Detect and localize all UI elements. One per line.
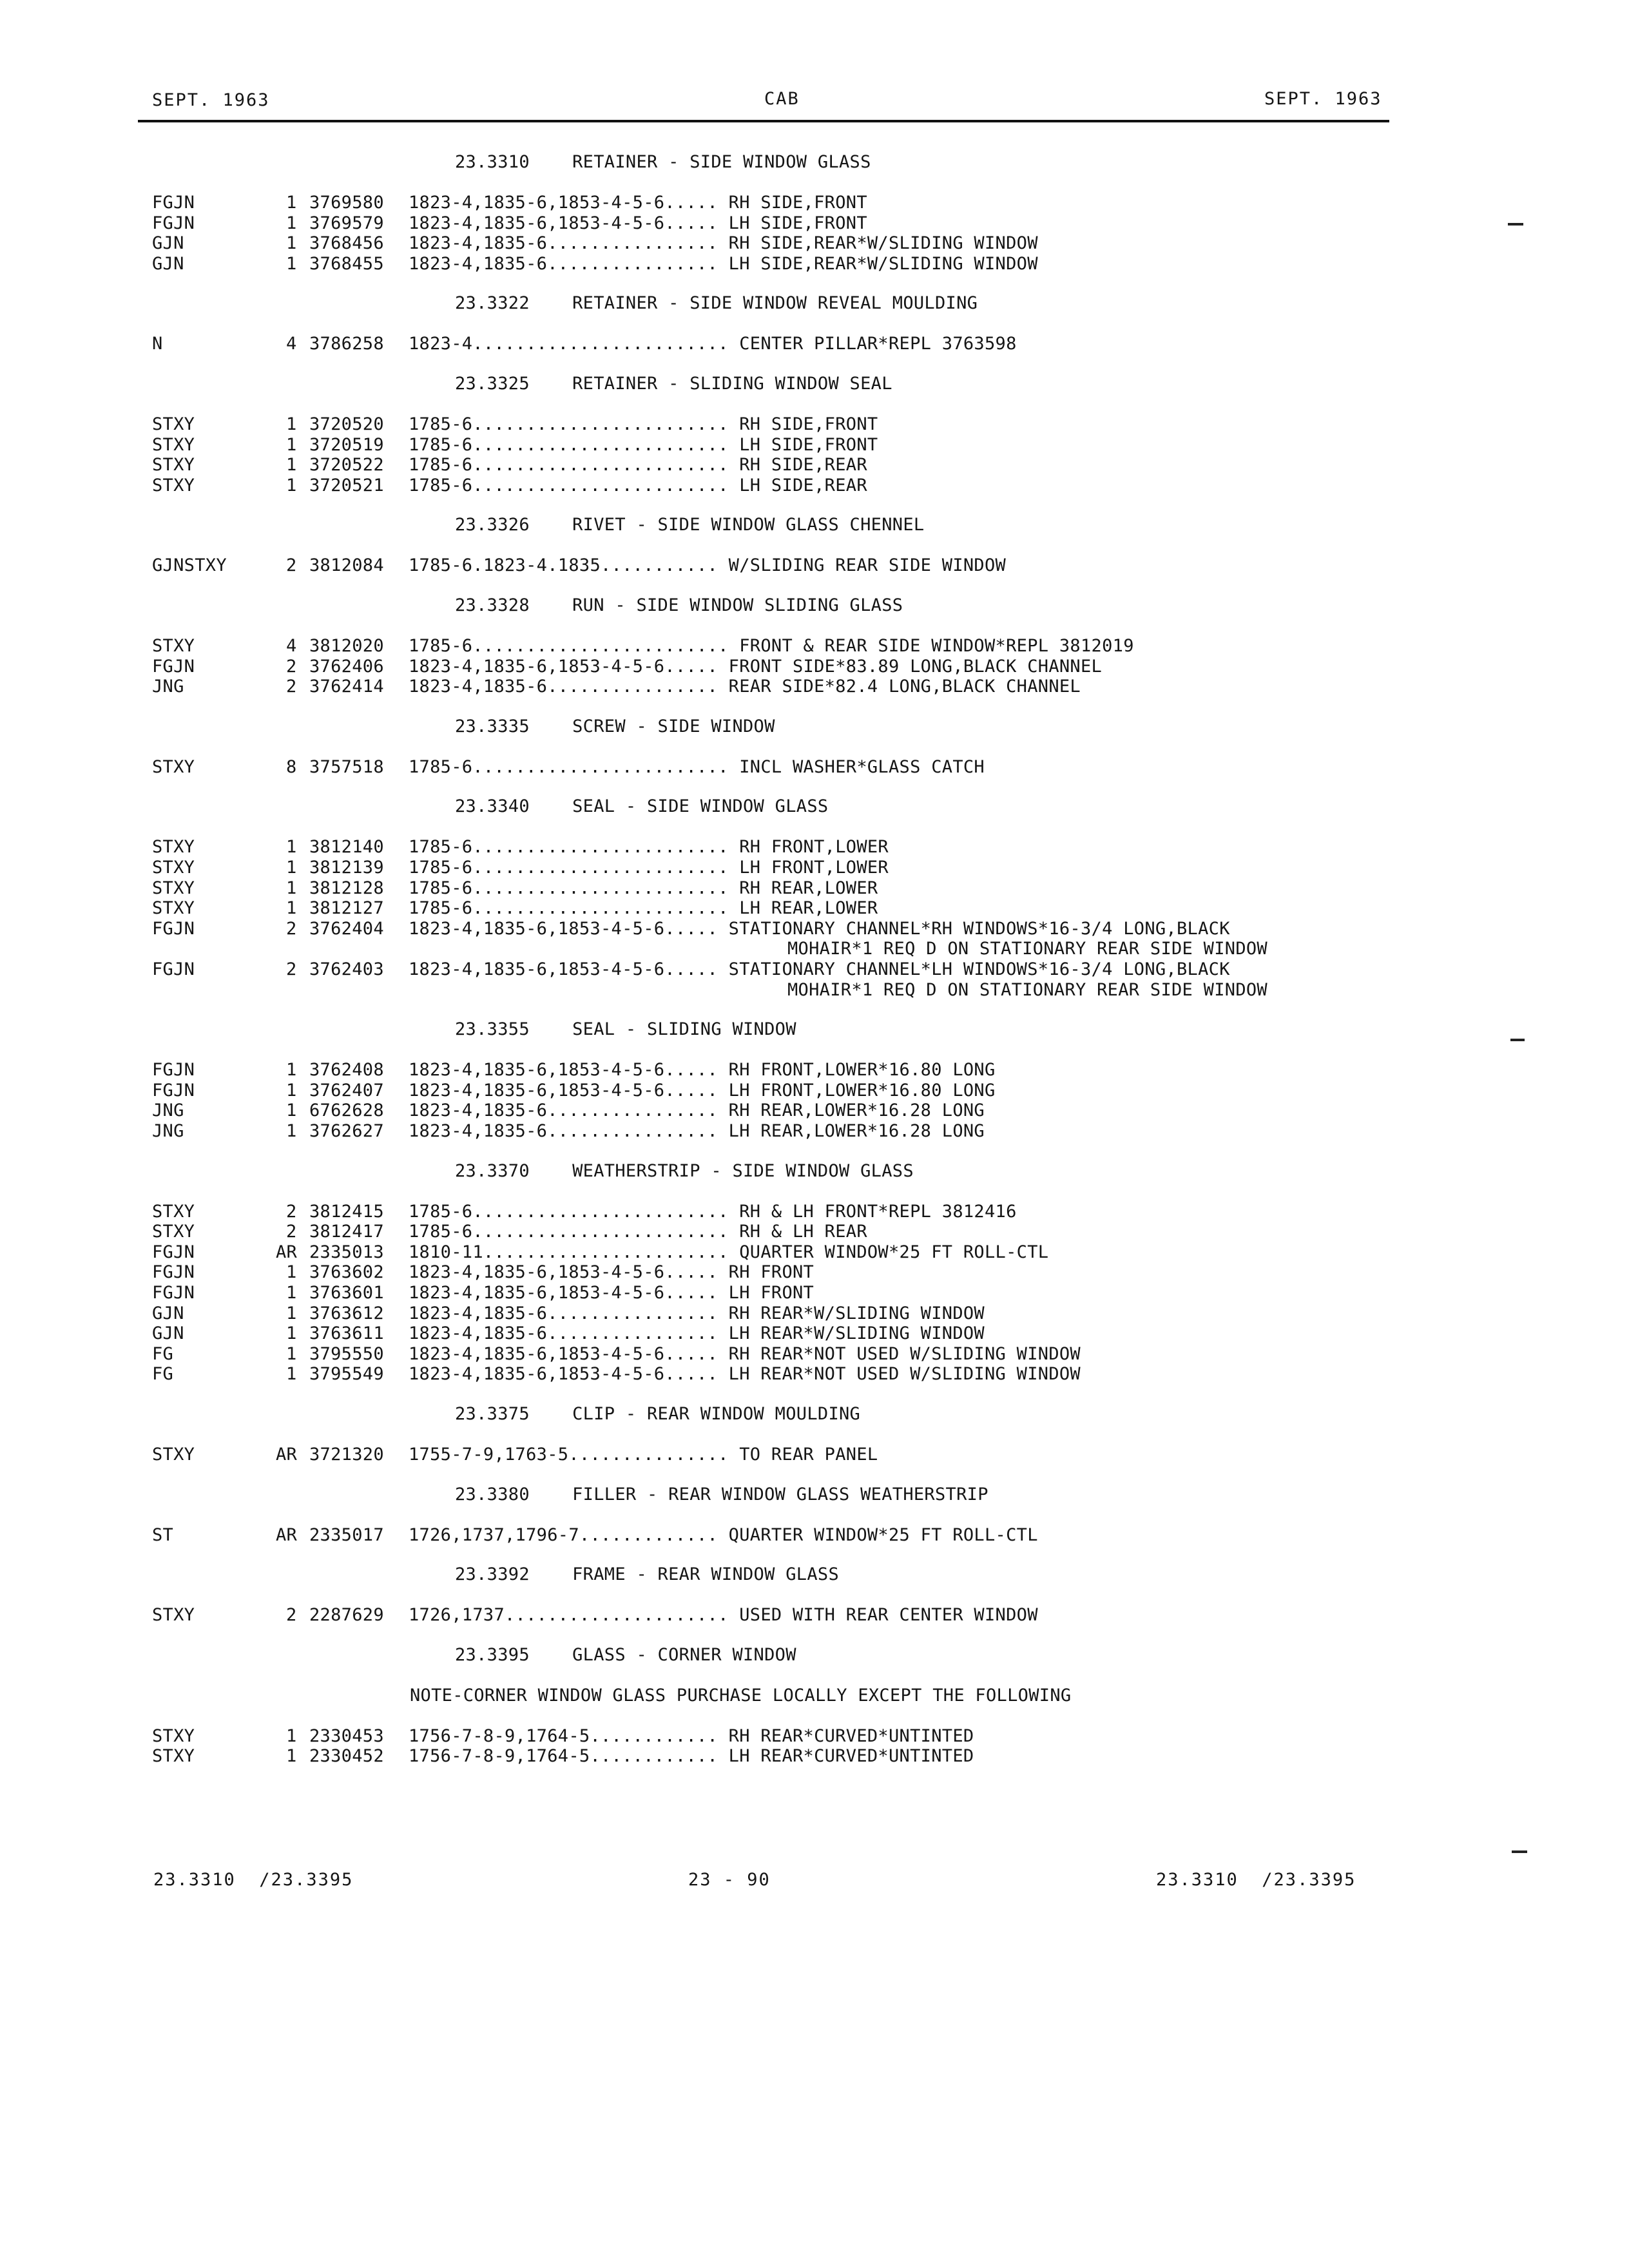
row-description-continued: MOHAIR*1 REQ D ON STATIONARY REAR SIDE WINDOW <box>787 980 1268 1000</box>
row-description: 1785-6........................ LH FRONT,LOWER <box>409 858 889 878</box>
row-model-code: FGJN <box>152 959 195 979</box>
row-model-code: STXY <box>152 898 195 918</box>
row-part-number: 3786258 <box>309 334 384 354</box>
row-description: 1810-11....................... QUARTER WINDOW*25 FT ROLL-CTL <box>409 1242 1049 1262</box>
section-heading: 23.3392 FRAME - REAR WINDOW GLASS <box>455 1564 839 1584</box>
row-part-number: 3795550 <box>309 1344 384 1364</box>
row-model-code: GJN <box>152 254 184 274</box>
row-part-number: 3762627 <box>309 1121 384 1141</box>
row-part-number: 3762404 <box>309 919 384 939</box>
row-quantity: 1 <box>286 837 297 857</box>
row-description: 1823-4,1835-6,1853-4-5-6..... RH REAR*NOT USED W/SLIDING WINDOW <box>409 1344 1081 1364</box>
row-model-code: GJN <box>152 233 184 253</box>
section-heading: 23.3328 RUN - SIDE WINDOW SLIDING GLASS <box>455 595 903 615</box>
row-description: 1823-4,1835-6................ LH REAR*W/SLIDING WINDOW <box>409 1323 985 1343</box>
row-model-code: STXY <box>152 1605 195 1625</box>
row-description: 1823-4........................ CENTER PILLAR*REPL 3763598 <box>409 334 1017 354</box>
row-description: 1785-6........................ RH REAR,LOWER <box>409 878 878 898</box>
header-section-title: CAB <box>764 89 800 109</box>
row-part-number: 3812140 <box>309 837 384 857</box>
row-description: 1785-6........................ LH REAR,LOWER <box>409 898 878 918</box>
row-model-code: STXY <box>152 757 195 777</box>
row-part-number: 3812415 <box>309 1202 384 1222</box>
row-quantity: 4 <box>286 334 297 354</box>
row-model-code: STXY <box>152 455 195 475</box>
row-description: 1785-6........................ RH FRONT,LOWER <box>409 837 889 857</box>
row-part-number: 3762407 <box>309 1081 384 1100</box>
row-part-number: 3812417 <box>309 1222 384 1242</box>
row-model-code: STXY <box>152 435 195 455</box>
row-quantity: 1 <box>286 1746 297 1766</box>
row-description: 1785-6........................ RH SIDE,FRONT <box>409 414 878 434</box>
row-part-number: 3720521 <box>309 476 384 495</box>
row-part-number: 3812084 <box>309 555 384 575</box>
section-heading: 23.3325 RETAINER - SLIDING WINDOW SEAL <box>455 374 892 394</box>
header-date-right: SEPT. 1963 <box>1264 89 1382 109</box>
row-part-number: 3720522 <box>309 455 384 475</box>
section-heading: 23.3370 WEATHERSTRIP - SIDE WINDOW GLASS <box>455 1161 914 1181</box>
section-heading: 23.3340 SEAL - SIDE WINDOW GLASS <box>455 796 829 816</box>
row-quantity: 1 <box>286 858 297 878</box>
row-model-code: FGJN <box>152 1242 195 1262</box>
row-model-code: GJNSTXY <box>152 555 227 575</box>
row-quantity: 1 <box>286 1262 297 1282</box>
row-description: 1785-6........................ RH & LH REAR <box>409 1222 867 1242</box>
row-quantity: 1 <box>286 878 297 898</box>
row-part-number: 6762628 <box>309 1100 384 1120</box>
row-description: 1823-4,1835-6,1853-4-5-6..... RH FRONT <box>409 1262 815 1282</box>
row-description: 1823-4,1835-6,1853-4-5-6..... FRONT SIDE*83.89 LONG,BLACK CHANNEL <box>409 657 1103 677</box>
row-quantity: 1 <box>286 414 297 434</box>
row-description: 1823-4,1835-6................ LH REAR,LOWER*16.28 LONG <box>409 1121 985 1141</box>
row-part-number: 3769579 <box>309 213 384 233</box>
row-quantity: 1 <box>286 476 297 495</box>
row-quantity: 1 <box>286 1323 297 1343</box>
row-description: 1823-4,1835-6,1853-4-5-6..... STATIONARY CHANNEL*RH WINDOWS*16-3/4 LONG,BLACK <box>409 919 1230 939</box>
row-quantity: 2 <box>286 1202 297 1222</box>
row-description: 1823-4,1835-6,1853-4-5-6..... LH FRONT <box>409 1283 815 1303</box>
row-quantity: 1 <box>286 1303 297 1323</box>
row-quantity: 1 <box>286 213 297 233</box>
row-quantity: 1 <box>286 435 297 455</box>
row-part-number: 3721320 <box>309 1445 384 1465</box>
header-date-left: SEPT. 1963 <box>152 90 270 110</box>
row-quantity: AR <box>276 1525 298 1545</box>
row-model-code: STXY <box>152 1222 195 1242</box>
row-model-code: STXY <box>152 878 195 898</box>
row-part-number: 3720520 <box>309 414 384 434</box>
row-model-code: FG <box>152 1364 174 1384</box>
row-model-code: FGJN <box>152 1262 195 1282</box>
row-part-number: 3763602 <box>309 1262 384 1282</box>
row-part-number: 3768455 <box>309 254 384 274</box>
row-description: 1726,1737,1796-7............. QUARTER WINDOW*25 FT ROLL-CTL <box>409 1525 1038 1545</box>
row-model-code: STXY <box>152 1202 195 1222</box>
row-description: 1756-7-8-9,1764-5............ RH REAR*CURVED*UNTINTED <box>409 1726 974 1746</box>
footer-range-right: 23.3310 /23.3395 <box>1156 1870 1356 1890</box>
row-model-code: N <box>152 334 163 354</box>
row-description: 1785-6........................ RH SIDE,REAR <box>409 455 867 475</box>
row-part-number: 3720519 <box>309 435 384 455</box>
row-part-number: 3768456 <box>309 233 384 253</box>
row-description: 1756-7-8-9,1764-5............ LH REAR*CURVED*UNTINTED <box>409 1746 974 1766</box>
row-description: 1823-4,1835-6,1853-4-5-6..... STATIONARY CHANNEL*LH WINDOWS*16-3/4 LONG,BLACK <box>409 959 1230 979</box>
row-model-code: FG <box>152 1344 174 1364</box>
row-part-number: 3812127 <box>309 898 384 918</box>
row-model-code: FGJN <box>152 657 195 677</box>
row-part-number: 2335017 <box>309 1525 384 1545</box>
row-quantity: 1 <box>286 1100 297 1120</box>
row-description-continued: MOHAIR*1 REQ D ON STATIONARY REAR SIDE WINDOW <box>787 939 1268 959</box>
row-part-number: 3762408 <box>309 1060 384 1080</box>
row-quantity: 2 <box>286 959 297 979</box>
row-model-code: FGJN <box>152 919 195 939</box>
row-description: 1823-4,1835-6................ REAR SIDE*82.4 LONG,BLACK CHANNEL <box>409 677 1081 697</box>
row-model-code: GJN <box>152 1323 184 1343</box>
section-heading: 23.3335 SCREW - SIDE WINDOW <box>455 716 775 736</box>
section-heading: 23.3355 SEAL - SLIDING WINDOW <box>455 1019 796 1039</box>
row-quantity: 2 <box>286 919 297 939</box>
row-quantity: 1 <box>286 1344 297 1364</box>
row-part-number: 2330452 <box>309 1746 384 1766</box>
row-part-number: 3762406 <box>309 657 384 677</box>
row-description: 1823-4,1835-6,1853-4-5-6..... RH SIDE,FRONT <box>409 193 867 213</box>
row-model-code: STXY <box>152 1726 195 1746</box>
row-model-code: FGJN <box>152 1283 195 1303</box>
row-description: 1785-6........................ LH SIDE,FRONT <box>409 435 878 455</box>
row-part-number: 2330453 <box>309 1726 384 1746</box>
row-part-number: 3769580 <box>309 193 384 213</box>
row-model-code: GJN <box>152 1303 184 1323</box>
row-quantity: 2 <box>286 1605 297 1625</box>
header-rule <box>138 120 1389 122</box>
row-description: 1823-4,1835-6,1853-4-5-6..... LH SIDE,FRONT <box>409 213 867 233</box>
row-description: 1823-4,1835-6................ RH REAR*W/SLIDING WINDOW <box>409 1303 985 1323</box>
row-part-number: 2287629 <box>309 1605 384 1625</box>
row-quantity: 1 <box>286 254 297 274</box>
row-model-code: JNG <box>152 1100 184 1120</box>
row-quantity: 1 <box>286 1364 297 1384</box>
section-heading: 23.3375 CLIP - REAR WINDOW MOULDING <box>455 1404 861 1424</box>
row-quantity: 4 <box>286 636 297 656</box>
row-part-number: 3763611 <box>309 1323 384 1343</box>
section-heading: 23.3326 RIVET - SIDE WINDOW GLASS CHENNEL <box>455 515 925 535</box>
row-model-code: FGJN <box>152 1081 195 1100</box>
row-description: 1785-6.1823-4.1835........... W/SLIDING REAR SIDE WINDOW <box>409 555 1007 575</box>
row-quantity: 2 <box>286 677 297 697</box>
row-model-code: STXY <box>152 636 195 656</box>
row-quantity: AR <box>276 1445 298 1465</box>
row-quantity: 1 <box>286 1060 297 1080</box>
row-description: 1755-7-9,1763-5............... TO REAR PANEL <box>409 1445 878 1465</box>
row-description: 1785-6........................ FRONT & REAR SIDE WINDOW*REPL 3812019 <box>409 636 1134 656</box>
row-part-number: 3795549 <box>309 1364 384 1384</box>
row-description: 1823-4,1835-6................ RH SIDE,REAR*W/SLIDING WINDOW <box>409 233 1038 253</box>
footer-range-left: 23.3310 /23.3395 <box>153 1870 354 1890</box>
row-quantity: 1 <box>286 1121 297 1141</box>
row-part-number: 3812020 <box>309 636 384 656</box>
row-description: 1823-4,1835-6................ RH REAR,LOWER*16.28 LONG <box>409 1100 985 1120</box>
row-description: 1785-6........................ RH & LH FRONT*REPL 3812416 <box>409 1202 1017 1222</box>
row-quantity: 8 <box>286 757 297 777</box>
row-part-number: 3812128 <box>309 878 384 898</box>
margin-mark <box>1508 223 1523 226</box>
row-quantity: 1 <box>286 233 297 253</box>
row-model-code: STXY <box>152 414 195 434</box>
margin-mark <box>1510 1039 1525 1041</box>
row-quantity: 1 <box>286 898 297 918</box>
row-quantity: 1 <box>286 193 297 213</box>
row-part-number: 3763601 <box>309 1283 384 1303</box>
row-description: 1823-4,1835-6,1853-4-5-6..... RH FRONT,LOWER*16.80 LONG <box>409 1060 996 1080</box>
row-model-code: STXY <box>152 1746 195 1766</box>
row-quantity: 2 <box>286 555 297 575</box>
row-part-number: 3812139 <box>309 858 384 878</box>
row-quantity: 2 <box>286 1222 297 1242</box>
row-description: 1823-4,1835-6,1853-4-5-6..... LH FRONT,LOWER*16.80 LONG <box>409 1081 996 1100</box>
row-quantity: 1 <box>286 1283 297 1303</box>
row-model-code: STXY <box>152 1445 195 1465</box>
row-quantity: 1 <box>286 1726 297 1746</box>
row-part-number: 3762414 <box>309 677 384 697</box>
row-description: 1823-4,1835-6,1853-4-5-6..... LH REAR*NOT USED W/SLIDING WINDOW <box>409 1364 1081 1384</box>
row-model-code: STXY <box>152 476 195 495</box>
section-heading: 23.3380 FILLER - REAR WINDOW GLASS WEATHERSTRIP <box>455 1485 988 1504</box>
row-model-code: FGJN <box>152 213 195 233</box>
row-model-code: FGJN <box>152 193 195 213</box>
row-description: 1785-6........................ LH SIDE,REAR <box>409 476 867 495</box>
row-model-code: JNG <box>152 677 184 697</box>
row-description: 1823-4,1835-6................ LH SIDE,REAR*W/SLIDING WINDOW <box>409 254 1038 274</box>
row-model-code: STXY <box>152 837 195 857</box>
row-model-code: STXY <box>152 858 195 878</box>
section-heading: 23.3310 RETAINER - SIDE WINDOW GLASS <box>455 152 871 172</box>
row-part-number: 3763612 <box>309 1303 384 1323</box>
row-quantity: AR <box>276 1242 298 1262</box>
margin-mark <box>1512 1850 1527 1853</box>
row-quantity: 1 <box>286 1081 297 1100</box>
row-quantity: 1 <box>286 455 297 475</box>
section-heading: 23.3322 RETAINER - SIDE WINDOW REVEAL MOULDING <box>455 293 978 313</box>
row-model-code: JNG <box>152 1121 184 1141</box>
row-part-number: 3757518 <box>309 757 384 777</box>
section-heading: 23.3395 GLASS - CORNER WINDOW <box>455 1645 796 1665</box>
row-model-code: FGJN <box>152 1060 195 1080</box>
row-part-number: 3762403 <box>309 959 384 979</box>
row-model-code: ST <box>152 1525 174 1545</box>
row-description: 1726,1737..................... USED WITH REAR CENTER WINDOW <box>409 1605 1038 1625</box>
row-quantity: 2 <box>286 657 297 677</box>
row-part-number: 2335013 <box>309 1242 384 1262</box>
row-description: 1785-6........................ INCL WASHER*GLASS CATCH <box>409 757 985 777</box>
section-note: NOTE-CORNER WINDOW GLASS PURCHASE LOCALLY EXCEPT THE FOLLOWING <box>410 1686 1072 1706</box>
footer-page-number: 23 - 90 <box>688 1870 771 1890</box>
